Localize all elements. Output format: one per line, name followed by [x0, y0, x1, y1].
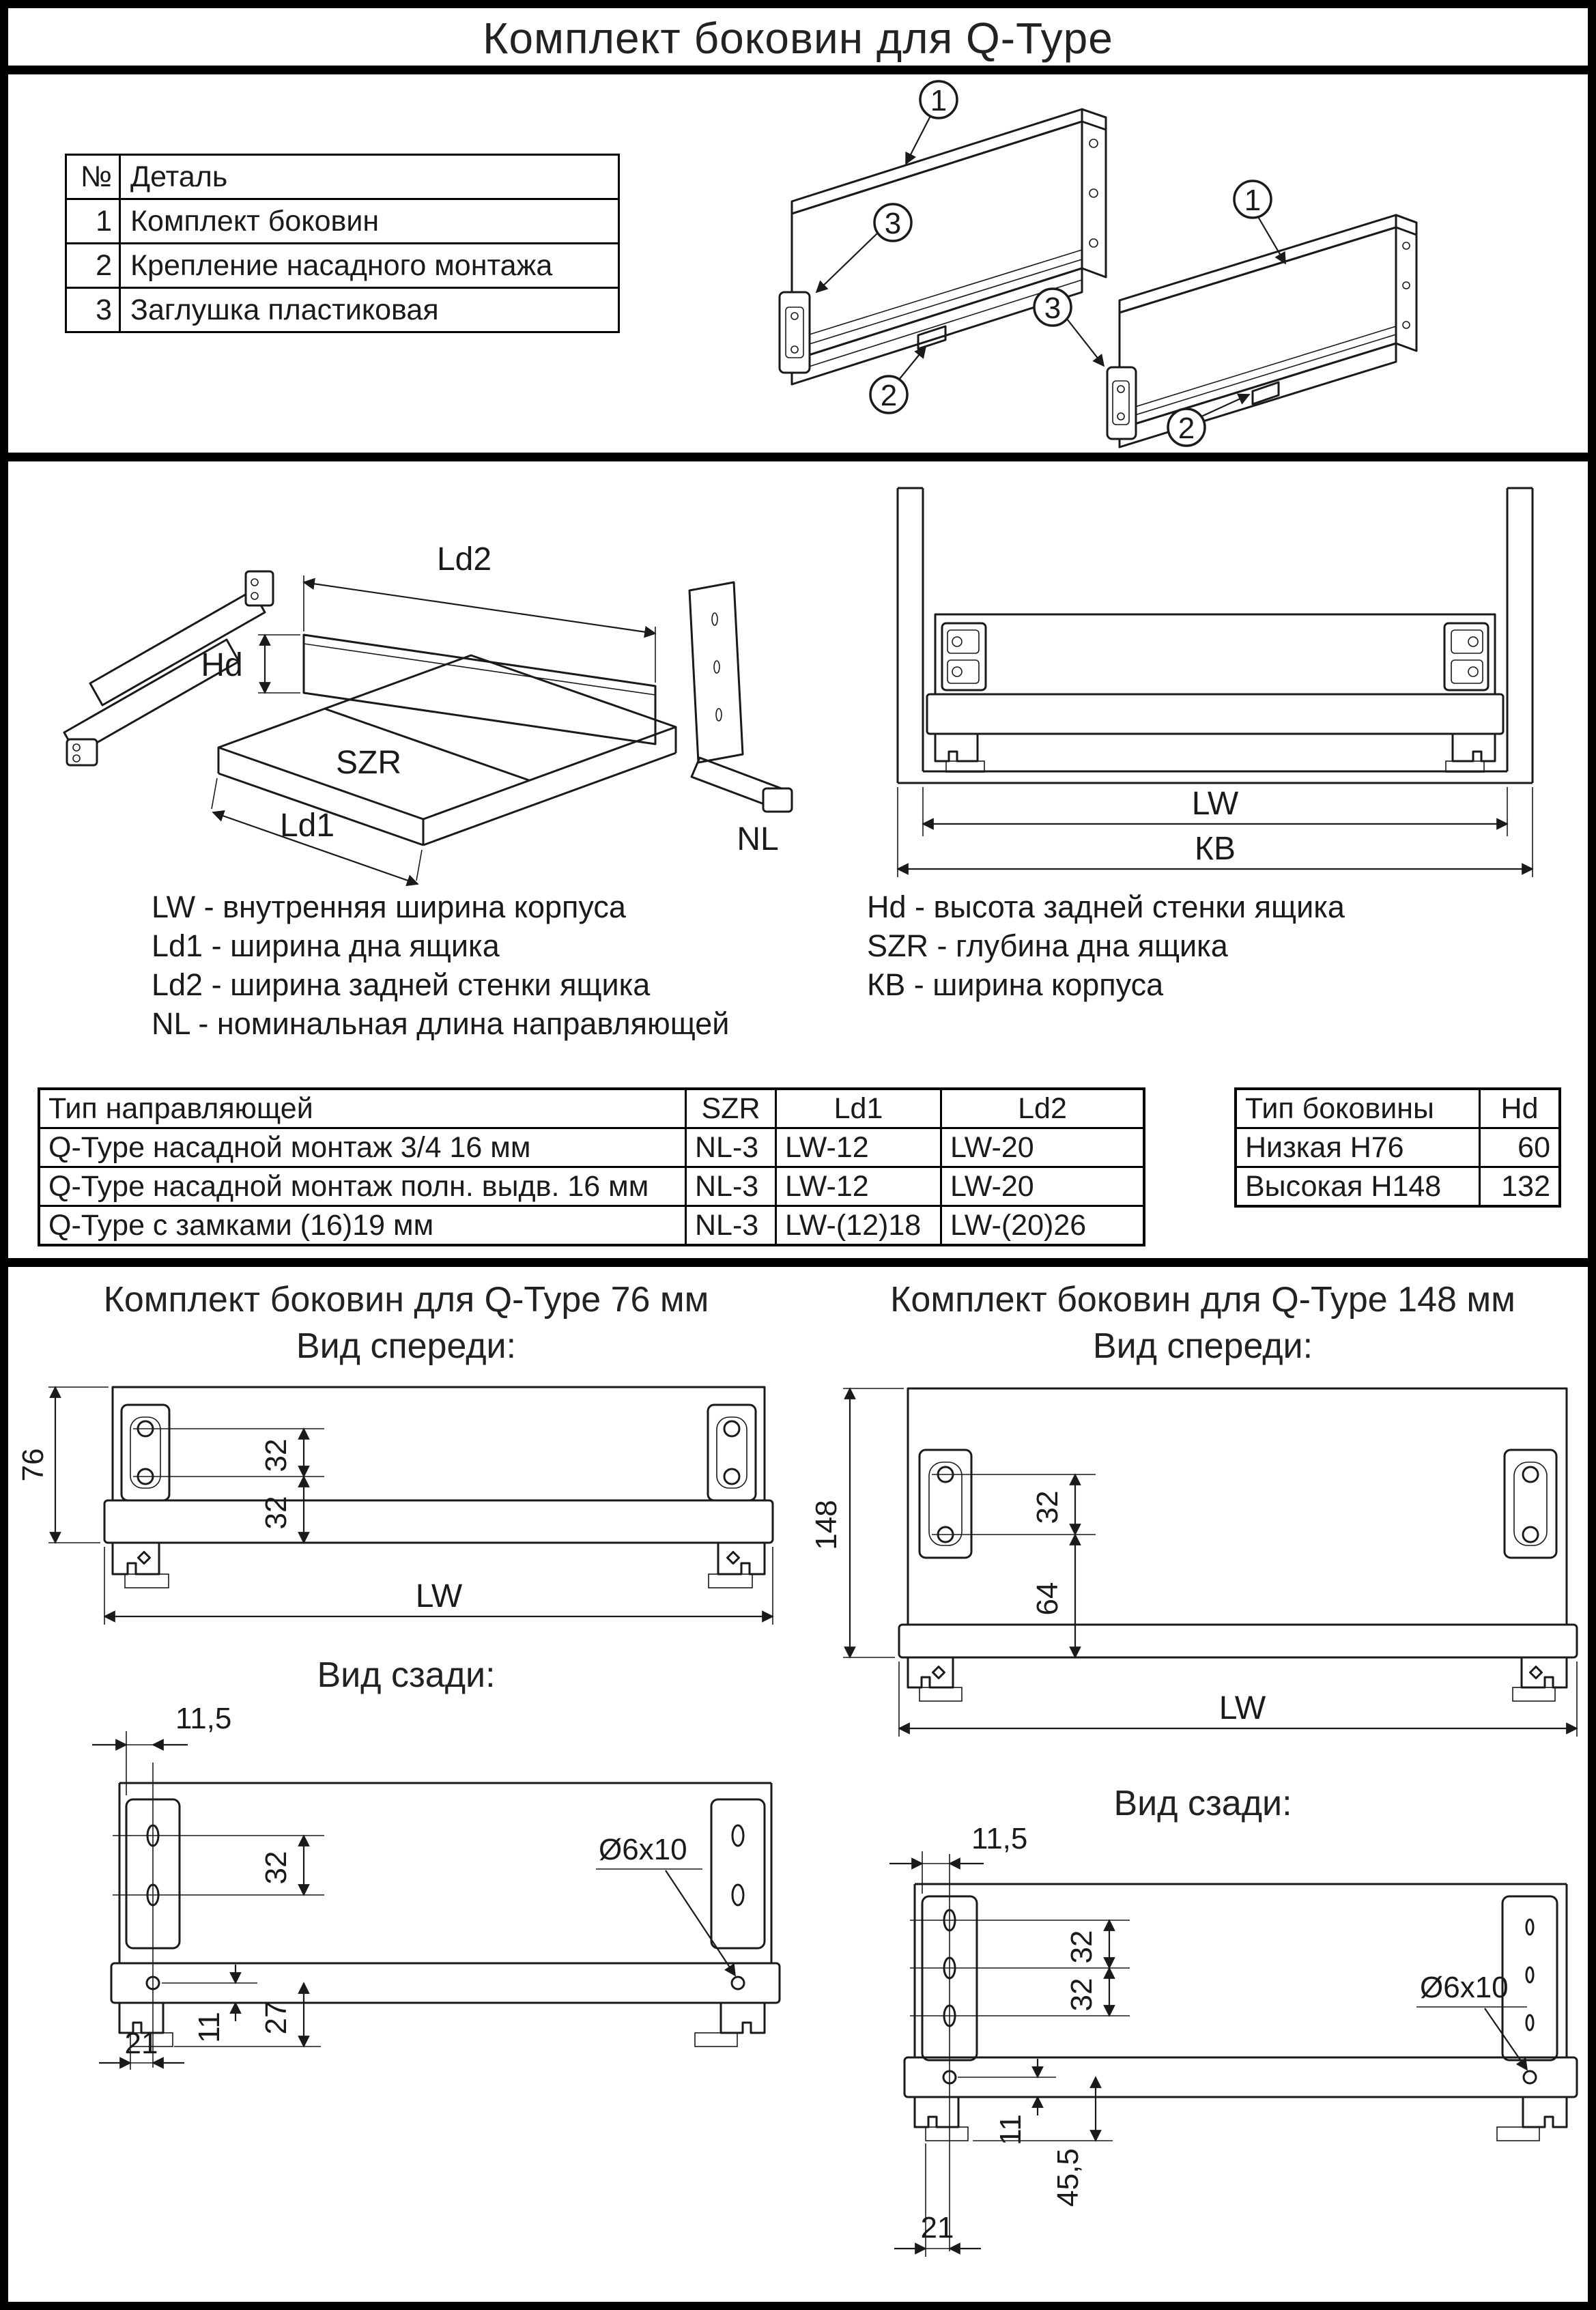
- rail-name: Q-Type насадной монтаж 3/4 16 мм: [39, 1128, 686, 1167]
- rail-ld2: LW-20: [941, 1167, 1145, 1206]
- svg-text:2: 2: [1178, 412, 1195, 445]
- side-types-table: [1234, 1087, 1561, 1208]
- svg-text:LW: LW: [1191, 786, 1239, 822]
- part-no: 1: [66, 199, 120, 244]
- dim-32-holes: [259, 1429, 304, 1477]
- front-view-label-148: Вид спереди:: [1092, 1326, 1313, 1366]
- cabinet-walls: [898, 488, 1533, 783]
- dim-11: [958, 2059, 1056, 2145]
- table-row: [39, 1167, 1144, 1206]
- dim-hole-d6x10: [1416, 1971, 1527, 2070]
- rails-col-name: Тип направляющей: [39, 1089, 686, 1128]
- svg-text:LW: LW: [415, 1578, 463, 1614]
- dim-32-lower: [1065, 1968, 1109, 2016]
- side-type: Высокая H148: [1236, 1167, 1480, 1207]
- svg-text:11: 11: [193, 2012, 226, 2043]
- parts-col-no: №: [66, 155, 120, 199]
- drawer-back-panel: [927, 614, 1503, 772]
- table-row: [39, 1128, 1144, 1167]
- svg-text:76: 76: [16, 1448, 50, 1482]
- table-row: [66, 199, 619, 244]
- rail-szr: NL-3: [686, 1167, 776, 1206]
- svg-text:32: 32: [259, 1851, 293, 1885]
- table-row: [39, 1206, 1144, 1246]
- rail-szr: NL-3: [686, 1128, 776, 1167]
- section-148-title: Комплект боковин для Q-Type 148 мм: [890, 1280, 1515, 1320]
- rails-col-ld1: Ld1: [776, 1089, 941, 1128]
- parts-table: [65, 154, 620, 333]
- svg-text:11,5: 11,5: [971, 1828, 1028, 1855]
- rails-table: [38, 1087, 1145, 1246]
- dim-ld1: [212, 778, 422, 884]
- svg-text:1: 1: [1244, 184, 1262, 217]
- section-76-title: Комплект боковин для Q-Type 76 мм: [103, 1280, 709, 1320]
- legend-right: [867, 887, 1345, 1004]
- legend-line: LW - внутренняя ширина корпуса: [152, 889, 626, 924]
- part-no: 2: [66, 244, 120, 288]
- callout-3: [816, 204, 911, 292]
- part-name: Комплект боковин: [120, 199, 619, 244]
- rails-header-row: [39, 1089, 1144, 1128]
- svg-text:Ø6x10: Ø6x10: [599, 1833, 687, 1866]
- rear-view-label-76: Вид сзади:: [317, 1655, 496, 1695]
- parts-col-name: Деталь: [120, 155, 619, 199]
- rail-ld1: LW-12: [776, 1128, 941, 1167]
- iso-side-panels-drawing: [744, 67, 1591, 451]
- rails-col-ld2: Ld2: [941, 1089, 1145, 1128]
- svg-text:27: 27: [259, 2001, 293, 2035]
- svg-text:32: 32: [1065, 1978, 1098, 2012]
- cabinet-front-view-drawing: [840, 468, 1591, 884]
- svg-text:1: 1: [930, 84, 947, 117]
- section-divider: [8, 453, 1588, 461]
- legend-line: SZR - глубина дна ящика: [867, 928, 1228, 963]
- section-divider: [8, 1258, 1588, 1267]
- part-no: 3: [66, 288, 120, 332]
- svg-text:11: 11: [994, 2114, 1027, 2145]
- rear-panel-148: [904, 1854, 1577, 2251]
- dim-148-height: [810, 1388, 904, 1657]
- legend-line: КВ - ширина корпуса: [867, 967, 1164, 1002]
- svg-text:3: 3: [1044, 291, 1061, 325]
- side-panel-right: [1107, 215, 1416, 447]
- part-name: Заглушка пластиковая: [120, 288, 619, 332]
- callout-1: [1234, 181, 1285, 263]
- front-view-76-drawing: [10, 1379, 788, 1652]
- table-row: [1236, 1128, 1560, 1167]
- rear-view-label-148: Вид сзади:: [1113, 1784, 1292, 1823]
- table-row: [1236, 1167, 1560, 1207]
- dim-offset-115: [92, 1702, 231, 1795]
- side-hd: 60: [1480, 1128, 1561, 1167]
- table-row: [66, 288, 619, 332]
- svg-text:КВ: КВ: [1195, 831, 1236, 867]
- front-view-148-drawing: [802, 1380, 1594, 1763]
- sides-header-row: [1236, 1089, 1560, 1128]
- svg-text:Hd: Hd: [201, 647, 243, 683]
- dim-lw-76: [104, 1547, 773, 1625]
- rail-szr: NL-3: [686, 1206, 776, 1246]
- side-hd: 132: [1480, 1167, 1561, 1207]
- parts-header-row: [66, 155, 619, 199]
- dim-32-upper: [1065, 1920, 1109, 1968]
- rail-name: Q-Type насадной монтаж полн. выдв. 16 мм: [39, 1167, 686, 1206]
- legend-line: NL - номинальная длина направляющей: [152, 1006, 730, 1041]
- svg-text:32: 32: [259, 1496, 293, 1530]
- sides-col-name: Тип боковины: [1236, 1089, 1480, 1128]
- rail-name: Q-Type с замками (16)19 мм: [39, 1206, 686, 1246]
- part-name: Крепление насадного монтажа: [120, 244, 619, 288]
- callout-3: [1034, 289, 1104, 366]
- svg-text:148: 148: [810, 1500, 843, 1550]
- legend-left: [152, 887, 729, 1043]
- legend-line: Hd - высота задней стенки ящика: [867, 889, 1345, 924]
- rail-ld1: LW-12: [776, 1167, 941, 1206]
- panel-76: [104, 1387, 773, 1588]
- svg-text:11,5: 11,5: [175, 1702, 232, 1735]
- svg-text:21: 21: [920, 2211, 954, 2244]
- rail-ld1: LW-(12)18: [776, 1206, 941, 1246]
- panel-148: [899, 1388, 1577, 1701]
- side-type: Низкая H76: [1236, 1128, 1480, 1167]
- svg-text:Ø6x10: Ø6x10: [1420, 1971, 1509, 2004]
- svg-text:2: 2: [880, 379, 898, 412]
- rear-view-76-drawing: [10, 1696, 788, 2078]
- svg-text:45,5: 45,5: [1051, 2148, 1085, 2207]
- dim-hole-d6x10: [596, 1833, 735, 1976]
- svg-text:32: 32: [1031, 1490, 1064, 1524]
- svg-text:LW: LW: [1219, 1690, 1266, 1726]
- svg-text:21: 21: [124, 2027, 158, 2060]
- rails-col-szr: SZR: [686, 1089, 776, 1128]
- legend-line: Ld2 - ширина задней стенки ящика: [152, 967, 651, 1002]
- dim-32-bottom: [259, 1477, 304, 1543]
- table-row: [66, 244, 619, 288]
- front-view-label-76: Вид спереди:: [296, 1326, 517, 1366]
- right-rails: [689, 582, 792, 812]
- svg-text:32: 32: [1065, 1930, 1098, 1964]
- back-panel: [304, 635, 655, 744]
- rear-view-148-drawing: [802, 1828, 1594, 2299]
- dim-32-rear: [259, 1836, 304, 1895]
- rail-ld2: LW-20: [941, 1128, 1145, 1167]
- svg-text:32: 32: [259, 1438, 293, 1472]
- svg-text:SZR: SZR: [336, 745, 401, 781]
- svg-text:3: 3: [884, 207, 902, 240]
- dim-21: [894, 2143, 981, 2257]
- legend-line: Ld1 - ширина дна ящика: [152, 928, 500, 963]
- label-nl: NL: [737, 821, 779, 857]
- rail-ld2: LW-(20)26: [941, 1206, 1145, 1246]
- dim-hd: [201, 635, 300, 693]
- svg-text:Ld2: Ld2: [436, 541, 492, 578]
- side-panel-left: [780, 109, 1106, 384]
- exploded-drawer-drawing: [48, 468, 799, 887]
- page-title: Комплект боковин для Q-Type: [483, 14, 1113, 63]
- svg-text:64: 64: [1031, 1582, 1064, 1616]
- dim-32-holes: [1031, 1474, 1075, 1535]
- sides-col-hd: Hd: [1480, 1089, 1561, 1128]
- dim-lw-148: [899, 1662, 1577, 1737]
- dim-76-height: [16, 1387, 109, 1543]
- svg-text:Ld1: Ld1: [279, 808, 335, 844]
- dim-64: [1031, 1535, 1075, 1657]
- dim-lw: [923, 786, 1507, 836]
